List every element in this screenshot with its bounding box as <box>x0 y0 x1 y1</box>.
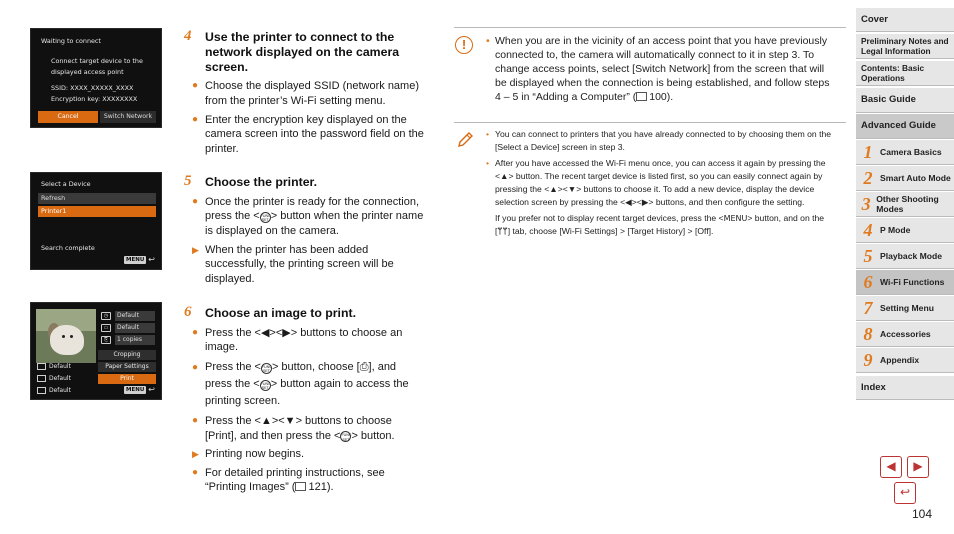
switch-network-button: Switch Network <box>100 111 156 123</box>
screen-title: Waiting to connect <box>41 37 101 45</box>
note-item: If you prefer not to display recent target devices, press the <MENU> button, and on the [ᛘᛘ] tab, choose [Wi-Fi Settings] > [Target History] > [Off]. <box>495 212 825 237</box>
pencil-icon <box>456 130 474 150</box>
menu-badge <box>124 386 155 394</box>
func-set-icon: FUNC SET <box>261 364 272 373</box>
sidebar-chapter-4[interactable]: 4 P Mode <box>856 218 954 243</box>
screen-line: Connect target device to the <box>51 57 143 65</box>
menu-badge <box>124 256 155 264</box>
step-heading: Use the printer to connect to the network displayed on the camera screen. <box>205 30 400 74</box>
return-icon: ↩ <box>148 385 155 394</box>
camera-screen-print <box>30 302 162 400</box>
setting-icon <box>37 387 46 394</box>
step-5 <box>184 175 424 290</box>
sidebar-item-contents[interactable]: Contents: Basic Operations <box>856 61 954 86</box>
step-6 <box>184 306 424 499</box>
sidebar-chapter-8[interactable]: 8 Accessories <box>856 322 954 347</box>
caution-note: • When you are in the vicinity of an access point that you have previously connected to, the camera will automatically connect to it in step 3. To change access points, select [Switch Network] from the screen that will be displayed when the connection is being established, and follow steps 4 – 5 in “Adding a Computer” ( 100). <box>486 35 830 103</box>
bullet-item: ● Enter the encryption key displayed on the camera screen into the password field on the printer. <box>192 113 424 155</box>
left-setting: Default <box>37 362 71 372</box>
sidebar-chapter-6[interactable]: 6 Wi-Fi Functions <box>856 270 954 295</box>
sidebar-item-cover[interactable]: Cover <box>856 8 954 32</box>
step-4 <box>184 30 424 160</box>
next-page-button[interactable]: ▶ <box>907 456 929 478</box>
sidebar-item-basic-guide[interactable]: Basic Guide <box>856 88 954 113</box>
step-number: 6 <box>184 304 192 320</box>
print-item: Print <box>98 374 156 384</box>
tips-notes <box>486 128 836 240</box>
warning-icon: ! <box>455 36 473 54</box>
sidebar-item-index[interactable]: Index <box>856 376 954 400</box>
sidebar-item-preliminary[interactable]: Preliminary Notes and Legal Information <box>856 34 954 59</box>
menu-label: MENU <box>125 387 145 393</box>
cropping-item: Cropping <box>98 350 156 360</box>
func-set-icon: FUNC SET <box>260 381 271 390</box>
screen-line: displayed access point <box>51 68 124 76</box>
setting-icon <box>37 363 46 370</box>
printer-row: Printer1 <box>38 206 156 217</box>
bullet-item: ● Press the <FUNC SET > button, choose [⎙], and press the <FUNC SET > button again to access the printing screen. <box>192 360 409 407</box>
copies-value: 1 copies <box>115 335 155 345</box>
dog-photo <box>36 309 96 363</box>
camera-screen-select-device <box>30 172 162 270</box>
divider <box>454 122 846 123</box>
bullet-item: ● Choose the displayed SSID (network name) from the printer’s Wi-Fi setting menu. <box>192 80 419 107</box>
bullet-item: ● Once the printer is ready for the connection, press the <FUNC SET > button when the printer name is displayed on the camera. <box>192 195 424 237</box>
menu-label: MENU <box>125 257 145 263</box>
paper-settings-item: Paper Settings <box>98 362 156 372</box>
step-number: 5 <box>184 173 192 189</box>
menu-label: MENU <box>723 213 748 223</box>
sidebar-chapter-1[interactable]: 1 Camera Basics <box>856 140 954 165</box>
wifi-settings-tab-icon: ᛘᛘ <box>497 226 508 237</box>
bullet-item: ● For detailed printing instructions, see “Printing Images” ( 121). <box>192 466 385 494</box>
sidebar-chapter-7[interactable]: 7 Setting Menu <box>856 296 954 321</box>
cancel-button: Cancel <box>38 111 98 123</box>
func-set-icon: FUNC SET <box>260 214 271 223</box>
ssid-line: SSID: XXXX_XXXXX_XXXX <box>51 84 134 92</box>
previous-page-button[interactable]: ◀ <box>880 456 902 478</box>
setting-icon <box>37 375 46 382</box>
refresh-row: Refresh <box>38 193 156 204</box>
step-heading: Choose an image to print. <box>205 306 356 320</box>
sidebar-item-advanced-guide[interactable]: Advanced Guide <box>856 114 954 139</box>
result-item: ▶ When the printer has been added successfully, the printing screen will be displayed. <box>192 243 394 285</box>
file-number-icon: ▭ <box>101 324 111 332</box>
back-button[interactable]: ↩ <box>894 482 916 504</box>
print-icon: ⎙ <box>359 360 369 373</box>
encryption-line: Encryption key: XXXXXXXX <box>51 95 138 103</box>
sidebar-chapter-2[interactable]: 2 Smart Auto Mode <box>856 166 954 191</box>
book-icon <box>295 482 306 491</box>
sidebar-chapter-3[interactable]: 3 Other Shooting Modes <box>856 192 954 217</box>
screen-title: Select a Device <box>41 180 91 188</box>
camera-screen-waiting <box>30 28 162 128</box>
divider <box>454 27 846 28</box>
func-set-icon: FUNC SET <box>341 433 352 442</box>
setting-value: Default <box>115 323 155 333</box>
sidebar-chapter-5[interactable]: 5 Playback Mode <box>856 244 954 269</box>
search-status: Search complete <box>41 244 95 252</box>
result-item: ▶ Printing now begins. <box>192 448 305 461</box>
note-item: • You can connect to printers that you have already connected to by choosing them on the [Select a Device] screen in step 3. <box>486 129 832 153</box>
left-setting: Default <box>37 386 71 396</box>
sidebar-chapter-9[interactable]: 9 Appendix <box>856 348 954 373</box>
bullet-item: ● Press the <◀><▶> buttons to choose an image. <box>192 326 403 354</box>
step-number: 4 <box>184 28 192 44</box>
note-item: • After you have accessed the Wi-Fi menu once, you can access it again by pressing the <▲> button. The recent target device is listed first, so you can easily connect again by pressing the <▲><▼> buttons to choose it. To add a new device, display the device selection screen by pressing the <◀><▶> buttons, and then configure the setting. <box>486 157 826 208</box>
left-setting: Default <box>37 374 71 384</box>
setting-value: Default <box>115 311 155 321</box>
step-heading: Choose the printer. <box>205 175 318 189</box>
book-icon <box>636 92 647 101</box>
return-icon: ↩ <box>148 255 155 264</box>
copies-icon: ⎘ <box>101 336 111 344</box>
bullet-item: ● Press the <▲><▼> buttons to choose [Print], and then press the <FUNC SET > button. <box>192 414 395 442</box>
page-number: 104 <box>912 507 933 521</box>
date-print-icon: ◷ <box>101 312 111 320</box>
